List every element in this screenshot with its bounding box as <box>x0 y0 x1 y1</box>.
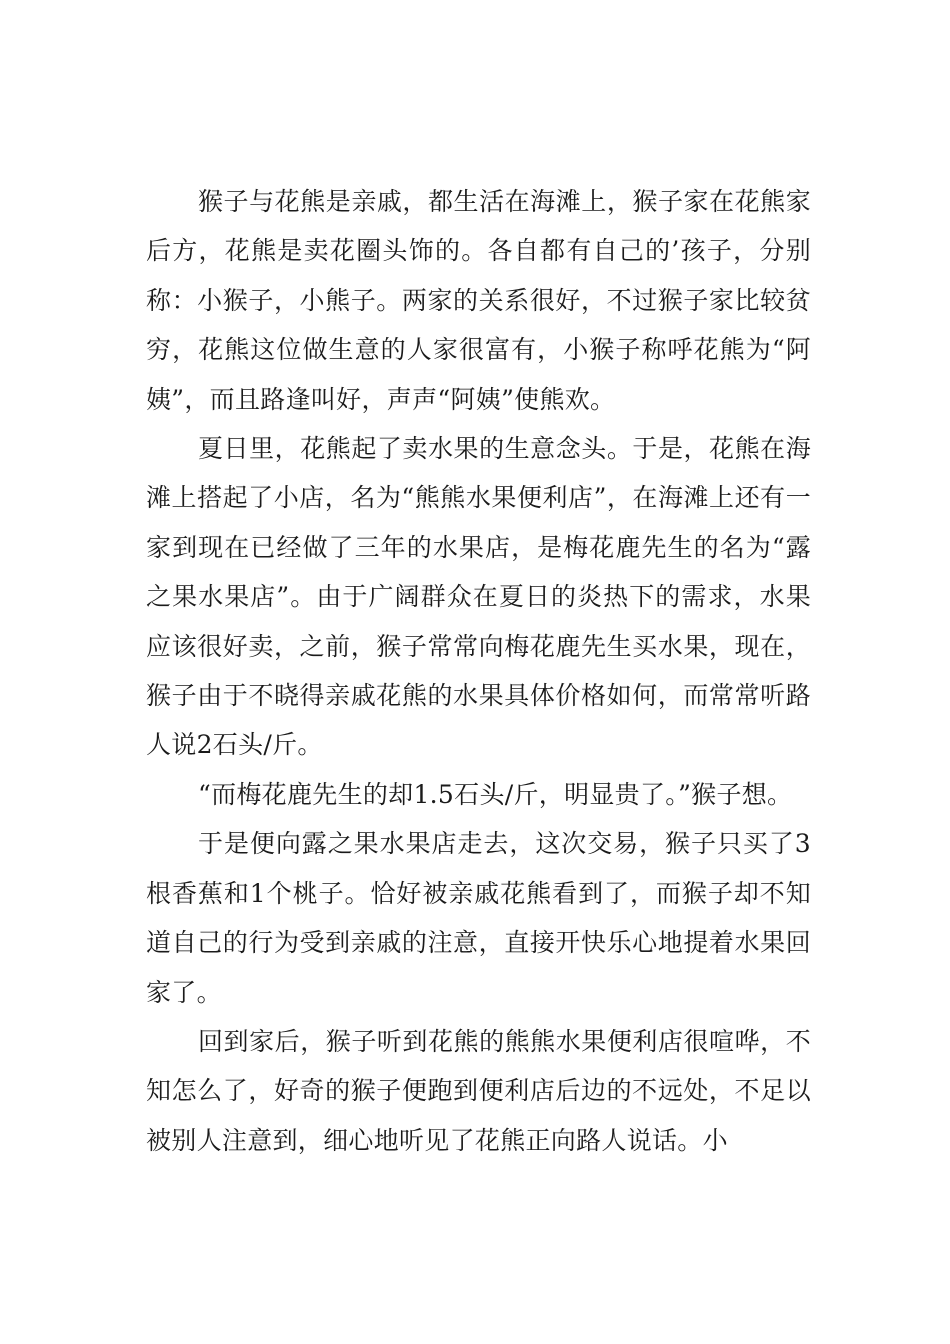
paragraph-1: 猴子与花熊是亲戚，都生活在海滩上，猴子家在花熊家后方，花熊是卖花圈头饰的。各自都有自己的’孩子，分别称：小猴子，小熊子。两家的关系很好，不过猴子家比较贫穷，花熊这位做生意的人家很富有，小猴子称呼花熊为“阿姨”，而且路逢叫好，声声“阿姨”使熊欢。 <box>146 187 811 414</box>
paragraph-5: 回到家后，猴子听到花熊的熊熊水果便利店很喧哗，不知怎么了，好奇的猴子便跑到便利店后边的不远处，不足以被别人注意到，细心地听见了花熊正向路人说话。小 <box>146 1026 811 1155</box>
paragraph-4: 于是便向露之果水果店走去，这次交易，猴子只买了3根香蕉和1个桃子。恰好被亲戚花熊看到了，而猴子却不知道自己的行为受到亲戚的注意，直接开快乐心地提着水果回家了。 <box>146 829 811 1007</box>
document-body <box>146 177 811 1165</box>
paragraph-2: 夏日里，花熊起了卖水果的生意念头。于是，花熊在海滩上搭起了小店，名为“熊熊水果便利店”，在海滩上还有一家到现在已经做了三年的水果店，是梅花鹿先生的名为“露之果水果店”。由于广阔群众在夏日的炎热下的需求，水果应该很好卖，之前，猴子常常向梅花鹿先生买水果，现在，猴子由于不晓得亲戚花熊的水果具体价格如何，而常常听路人说2石头/斤。 <box>146 434 811 760</box>
paragraph-3: “而梅花鹿先生的却1.5石头/斤，明显贵了。”猴子想。 <box>198 779 793 809</box>
